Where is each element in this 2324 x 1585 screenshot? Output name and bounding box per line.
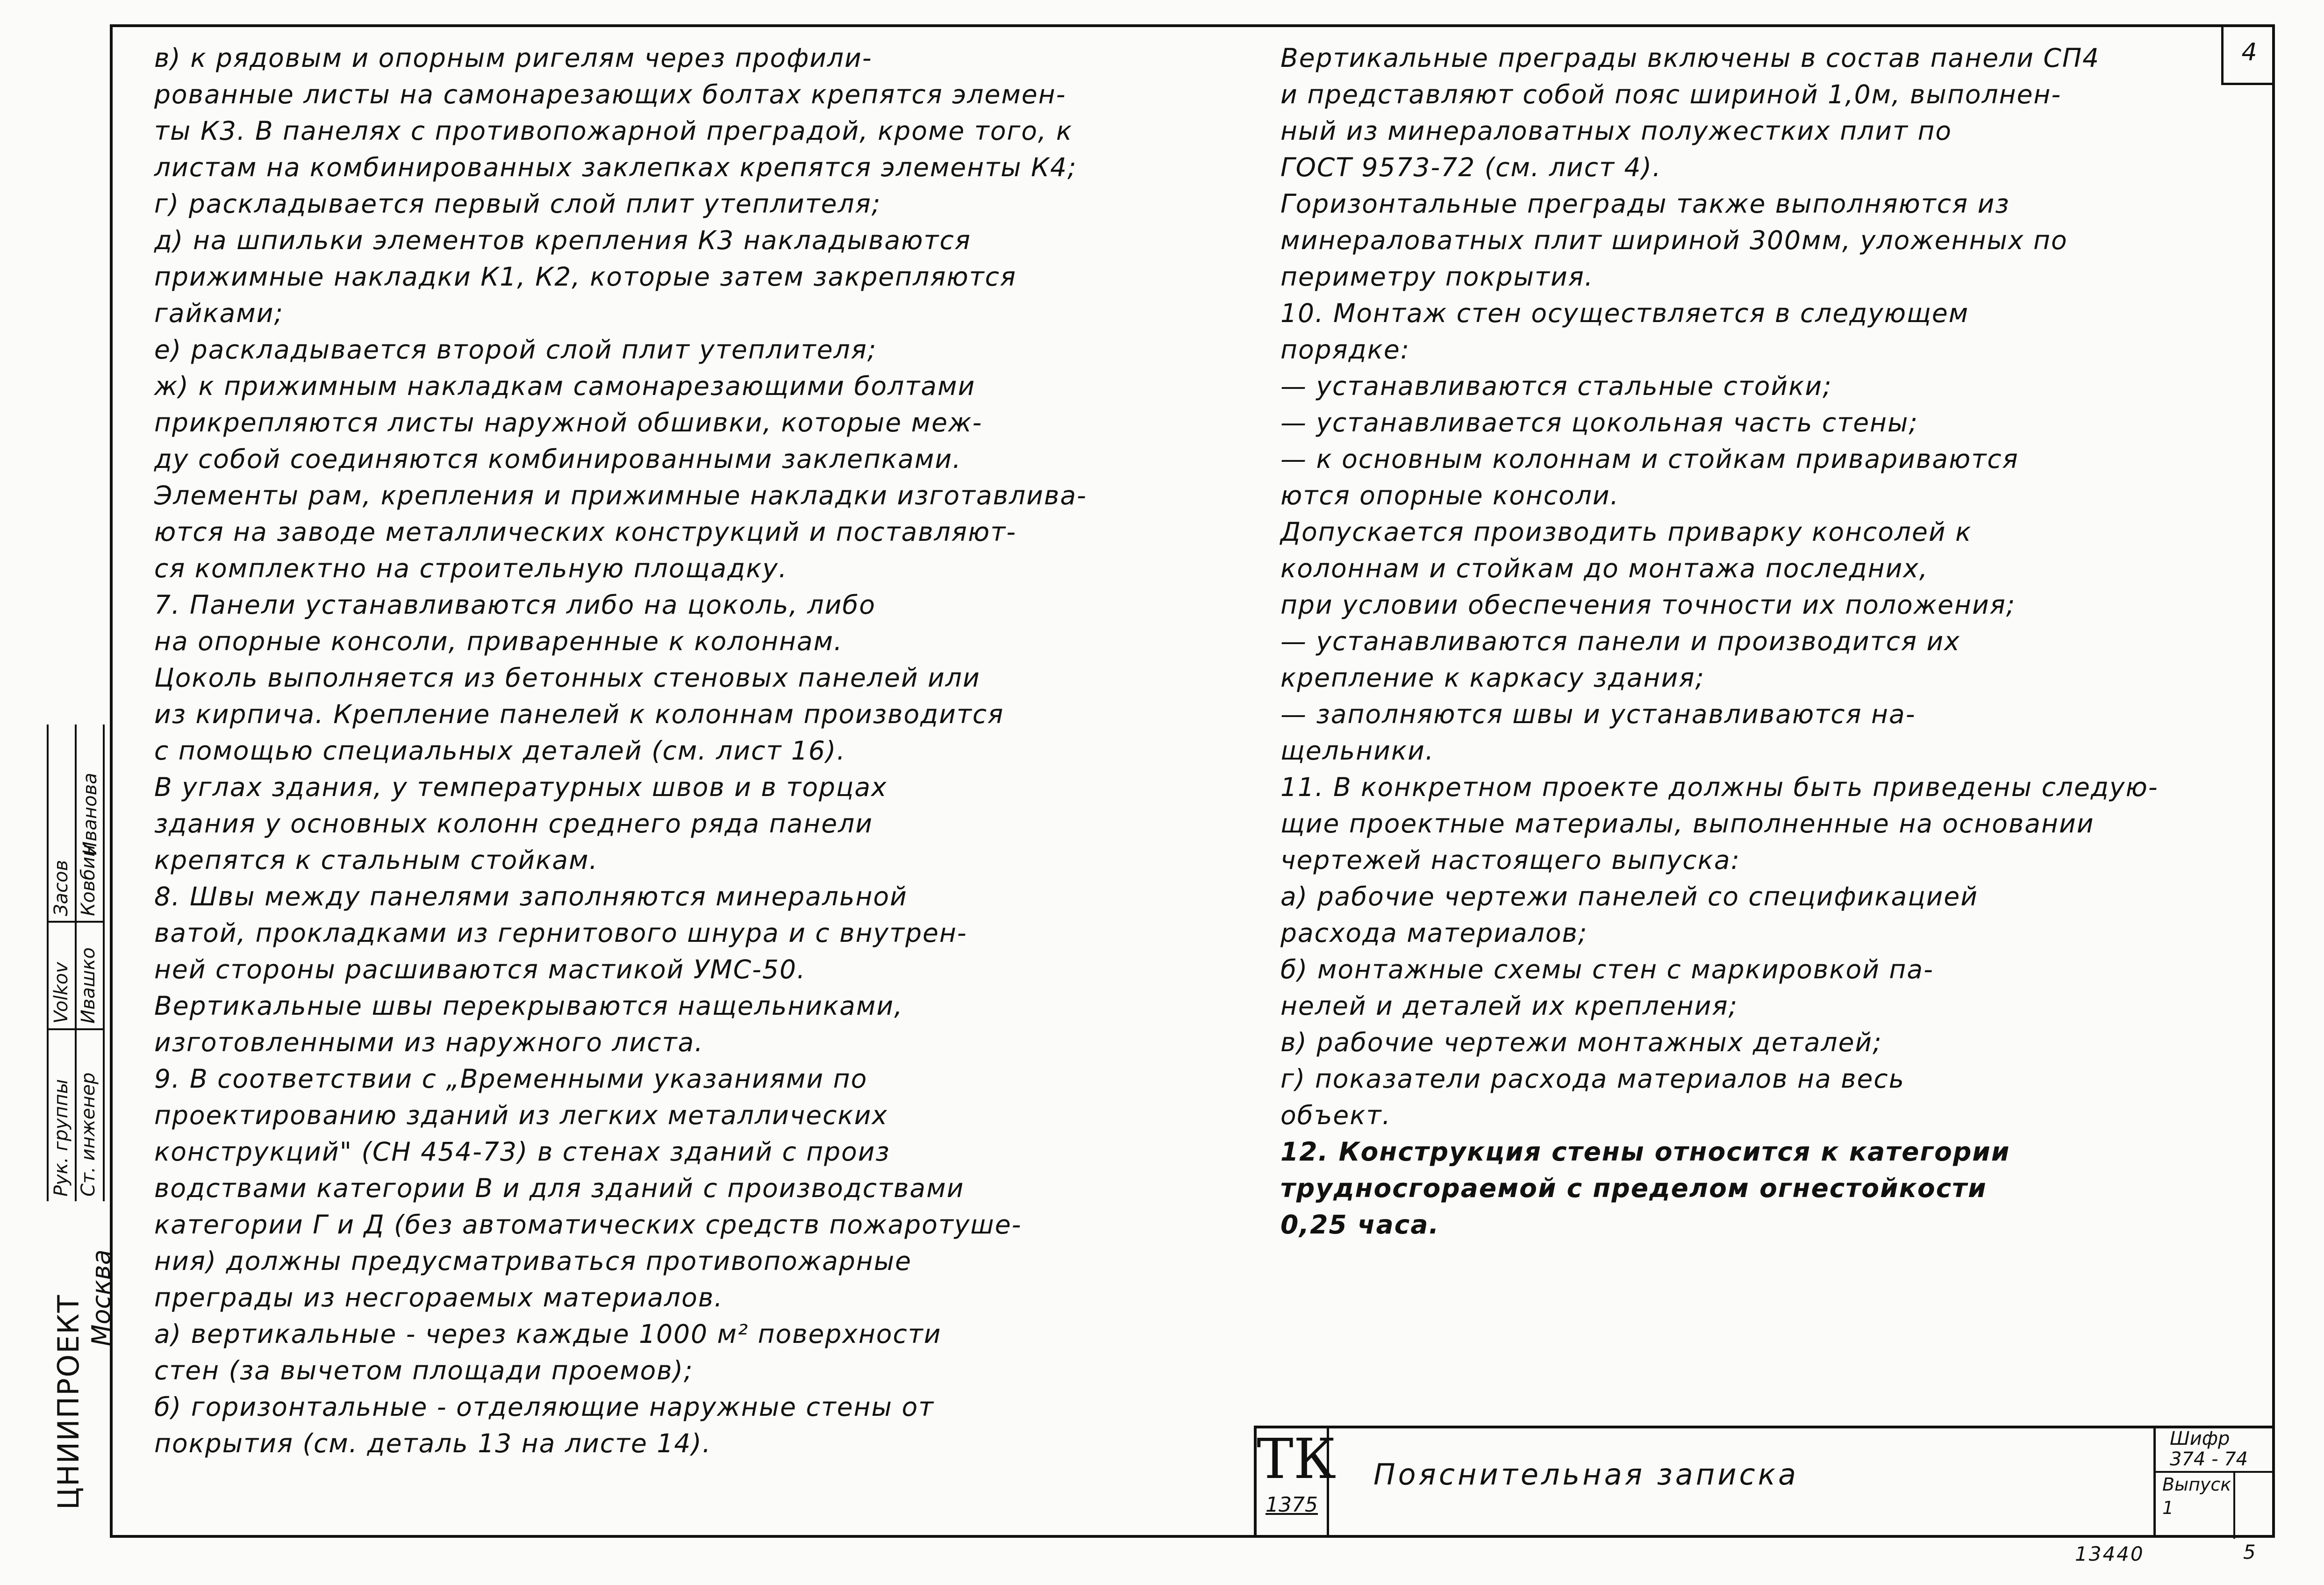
text-line: минераловатных плит шириной 300мм, уложенных по: [1280, 225, 2068, 255]
code-label: Шифр: [2170, 1428, 2230, 1449]
text-line: изготовленными из наружного листа.: [154, 1027, 704, 1057]
text-line: покрытия (см. деталь 13 на листе 14).: [154, 1428, 712, 1458]
text-line: — устанавливается цокольная часть стены;: [1280, 408, 1918, 437]
text-line: расхода материалов;: [1280, 918, 1588, 948]
text-line: е) раскладывается второй слой плит утеплителя;: [154, 335, 877, 365]
text-line: порядке:: [1280, 335, 1410, 365]
text-line: ный из минераловатных полужестких плит по: [1280, 116, 1952, 146]
tk-logo: ТК: [1257, 1427, 1337, 1491]
text-line: 10. Монтаж стен осуществляется в следующем: [1280, 298, 1969, 328]
stamp-extra: Ковбин: [78, 844, 99, 916]
text-line: водствами категории В и для зданий с производствами: [154, 1173, 965, 1203]
right-text-column: [1280, 40, 2252, 1243]
text-line: чертежей настоящего выпуска:: [1280, 845, 1741, 875]
text-line: на опорные консоли, приваренные к колоннам.: [154, 626, 843, 656]
text-line: нелей и деталей их крепления;: [1280, 991, 1738, 1021]
text-line: ж) к прижимным накладкам самонарезающими болтами: [154, 371, 976, 401]
text-line: категории Г и Д (без автоматических средств пожаротуше-: [154, 1210, 1022, 1240]
text-line: щие проектные материалы, выполненные на основании: [1280, 809, 2095, 839]
text-line: — заполняются швы и устанавливаются на-: [1280, 699, 1916, 729]
text-line: объект.: [1280, 1100, 1392, 1130]
archive-number: 13440: [2075, 1542, 2145, 1565]
text-line: при условии обеспечения точности их положения;: [1280, 590, 2016, 620]
text-line: Вертикальные преграды включены в состав панели СП4: [1280, 43, 2100, 73]
text-line: а) рабочие чертежи панелей со спецификацией: [1280, 882, 1979, 911]
code-box: [2156, 1428, 2275, 1473]
text-line: — устанавливаются стальные стойки;: [1280, 371, 1832, 401]
text-line: 7. Панели устанавливаются либо на цоколь, либо: [154, 590, 876, 620]
text-line: г) раскладывается первый слой плит утеплителя;: [154, 189, 881, 219]
text-line: ния) должны предусматриваться противопожарные: [154, 1246, 912, 1276]
text-line: Элементы рам, крепления и прижимные накладки изготавлива-: [154, 481, 1087, 510]
text-line: В углах здания, у температурных швов и в торцах: [154, 772, 887, 802]
text-line: из кирпича. Крепление панелей к колоннам производится: [154, 699, 1004, 729]
text-line: б) горизонтальные - отделяющие наружные стены от: [154, 1392, 935, 1422]
stamp-role: Ст. инженер: [78, 1072, 99, 1197]
text-line: Цоколь выполняется из бетонных стеновых панелей или: [154, 663, 980, 693]
text-line: и представляют собой пояс шириной 1,0м, выполнен-: [1280, 79, 2062, 109]
text-line: рованные листы на самонарезающих болтах крепятся элемен-: [154, 79, 1066, 109]
text-line: ты К3. В панелях с противопожарной преградой, кроме того, к: [154, 116, 1073, 146]
text-line: 12. Конструкция стены относится к категории: [1280, 1137, 2010, 1167]
text-line: трудносгораемой с пределом огнестойкости: [1280, 1173, 1987, 1203]
stamp-extra: Иванова: [79, 773, 101, 855]
stamp-border: [47, 724, 49, 1201]
issue-box: [2156, 1473, 2235, 1539]
text-line: ду собой соединяются комбинированными заклепками.: [154, 444, 962, 474]
text-line: Допускается производить приварку консолей к: [1280, 517, 1972, 547]
code-value: 374 - 74: [2170, 1449, 2248, 1470]
code-cell: [2153, 1428, 2275, 1538]
sheet-corner-number: 4: [2221, 24, 2275, 85]
text-line: периметру покрытия.: [1280, 262, 1594, 292]
stamp-role: Рук. группы: [50, 1079, 72, 1197]
text-line: конструкций" (СН 454-73) в стенах зданий с произ: [154, 1137, 890, 1167]
text-line: с помощью специальных деталей (см. лист 16).: [154, 736, 846, 766]
tk-number: 1375: [1266, 1493, 1318, 1517]
issue-value: 1: [2162, 1498, 2174, 1518]
stamp-extra: Засов: [50, 860, 72, 916]
text-line: здания у основных колонн среднего ряда панели: [154, 809, 873, 839]
text-line: прижимные накладки К1, К2, которые затем закрепляются: [154, 262, 1017, 292]
text-line: гайками;: [154, 298, 284, 328]
text-line: 8. Швы между панелями заполняются минеральной: [154, 882, 908, 911]
organization-name: ЦНИИПРОЕКТ: [51, 1294, 86, 1510]
text-line: проектированию зданий из легких металлических: [154, 1100, 888, 1130]
title-block: [1254, 1426, 2275, 1538]
stamp-name: Volkov: [50, 962, 72, 1024]
text-line: 9. В соответствии с „Временными указаниями по: [154, 1064, 868, 1094]
text-line: в) рабочие чертежи монтажных деталей;: [1280, 1027, 1882, 1057]
text-line: 11. В конкретном проекте должны быть приведены следую-: [1280, 772, 2159, 802]
document-title: Пояснительная записка: [1373, 1457, 1799, 1492]
text-line: крепятся к стальным стойкам.: [154, 845, 599, 875]
text-line: прикрепляются листы наружной обшивки, которые меж-: [154, 408, 983, 437]
city-name: Москва: [86, 1249, 116, 1346]
tk-logo-cell: [1257, 1427, 1337, 1538]
text-line: — устанавливаются панели и производится их: [1280, 626, 1960, 656]
text-line: — к основным колоннам и стойкам привариваются: [1280, 444, 2019, 474]
text-line: ются опорные консоли.: [1280, 481, 1620, 510]
text-line: а) вертикальные - через каждые 1000 м² поверхности: [154, 1319, 942, 1349]
stamp-divider: [47, 921, 105, 923]
text-line: колоннам и стойкам до монтажа последних,: [1280, 553, 1929, 583]
text-line: Горизонтальные преграды также выполняются из: [1280, 189, 2010, 219]
stamp-name: Ивашко: [78, 947, 99, 1024]
text-line: Вертикальные швы перекрываются нащельниками,: [154, 991, 903, 1021]
text-line: г) показатели расхода материалов на весь: [1280, 1064, 1905, 1094]
approval-stamp: [47, 724, 107, 1201]
text-line: преграды из несгораемых материалов.: [154, 1283, 723, 1312]
text-line: ются на заводе металлических конструкций и поставляют-: [154, 517, 1017, 547]
text-line: крепление к каркасу здания;: [1280, 663, 1705, 693]
text-line: 0,25 часа.: [1280, 1210, 1440, 1240]
page-number: 5: [2243, 1541, 2257, 1563]
text-line: ся комплектно на строительную площадку.: [154, 553, 788, 583]
text-line: б) монтажные схемы стен с маркировкой па-: [1280, 954, 1934, 984]
text-line: д) на шпильки элементов крепления К3 накладываются: [154, 225, 971, 255]
text-line: ватой, прокладками из гернитового шнура и с внутрен-: [154, 918, 967, 948]
stamp-divider: [103, 724, 105, 1201]
text-line: в) к рядовым и опорным ригелям через профили-: [154, 43, 872, 73]
stamp-divider: [75, 724, 77, 1201]
left-text-column: [154, 40, 1224, 1462]
text-line: стен (за вычетом площади проемов);: [154, 1355, 694, 1385]
text-line: ней стороны расшиваются мастикой УМС-50.: [154, 954, 806, 984]
issue-label: Выпуск: [2162, 1474, 2231, 1495]
text-line: листам на комбинированных заклепках крепятся элементы К4;: [154, 152, 1077, 182]
stamp-divider: [47, 1028, 105, 1030]
text-line: щельники.: [1280, 736, 1435, 766]
text-line: ГОСТ 9573-72 (см. лист 4).: [1280, 152, 1662, 182]
